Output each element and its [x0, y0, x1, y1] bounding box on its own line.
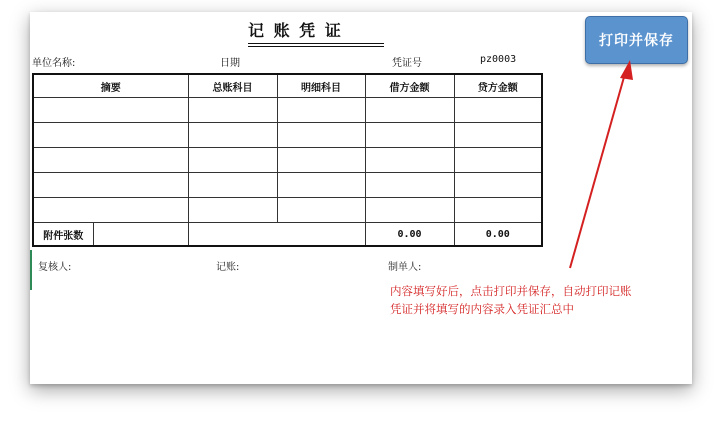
credit-cell[interactable] — [454, 148, 542, 173]
attachment-count-cell[interactable] — [93, 223, 188, 247]
general-account-cell[interactable] — [188, 198, 277, 223]
debit-cell[interactable] — [365, 173, 454, 198]
debit-cell[interactable] — [365, 148, 454, 173]
credit-cell[interactable] — [454, 173, 542, 198]
credit-cell[interactable] — [454, 98, 542, 123]
date-label: 日期 — [220, 58, 240, 69]
summary-cell[interactable] — [33, 98, 188, 123]
total-blank-cell — [188, 223, 365, 247]
annotation-line-1: 内容填写好后，点击打印并保存，自动打印记账 — [390, 284, 632, 298]
general-account-cell[interactable] — [188, 98, 277, 123]
table-header-row — [33, 74, 542, 98]
voucher-title: 记 账 凭 证 — [248, 21, 343, 40]
detail-account-cell[interactable] — [277, 98, 365, 123]
debit-cell[interactable] — [365, 198, 454, 223]
table-row — [33, 123, 542, 148]
general-account-cell[interactable] — [188, 123, 277, 148]
bookkeeper-label: 记账: — [216, 262, 240, 273]
credit-cell[interactable] — [454, 198, 542, 223]
debit-cell[interactable] — [365, 123, 454, 148]
general-account-cell[interactable] — [188, 148, 277, 173]
preparer-label: 制单人: — [388, 262, 422, 273]
detail-account-cell[interactable] — [277, 148, 365, 173]
title-underline — [248, 43, 384, 45]
summary-cell[interactable] — [33, 123, 188, 148]
attachment-count-label: 附件张数 — [33, 223, 93, 247]
annotation-note — [390, 282, 686, 318]
summary-cell[interactable] — [33, 148, 188, 173]
summary-cell[interactable] — [33, 198, 188, 223]
table-row — [33, 148, 542, 173]
voucher-number: pz0003 — [480, 54, 517, 65]
column-header-credit-amount: 贷方金额 — [454, 74, 542, 98]
detail-account-cell[interactable] — [277, 173, 365, 198]
column-header-summary: 摘要 — [33, 74, 188, 98]
detail-account-cell[interactable] — [277, 198, 365, 223]
detail-account-cell[interactable] — [277, 123, 365, 148]
voucher-table — [32, 73, 543, 247]
credit-total: 0.00 — [454, 223, 542, 247]
voucher-sheet — [30, 12, 692, 384]
annotation-line-2: 凭证并将填写的内容录入凭证汇总中 — [390, 302, 574, 316]
table-row — [33, 173, 542, 198]
column-header-debit-amount: 借方金额 — [365, 74, 454, 98]
summary-cell[interactable] — [33, 173, 188, 198]
debit-total: 0.00 — [365, 223, 454, 247]
column-header-general-account: 总账科目 — [188, 74, 277, 98]
unit-name-label: 单位名称: — [32, 58, 76, 69]
cell-marker — [30, 250, 32, 290]
reviewer-label: 复核人: — [38, 262, 72, 273]
column-header-detail-account: 明细科目 — [277, 74, 365, 98]
general-account-cell[interactable] — [188, 173, 277, 198]
attachment-total-row — [33, 223, 542, 247]
credit-cell[interactable] — [454, 123, 542, 148]
title-double-underline — [248, 46, 384, 48]
table-row — [33, 98, 542, 123]
voucher-number-label: 凭证号 — [392, 58, 422, 69]
debit-cell[interactable] — [365, 98, 454, 123]
table-row — [33, 198, 542, 223]
print-and-save-button[interactable]: 打印并保存 — [585, 16, 688, 64]
